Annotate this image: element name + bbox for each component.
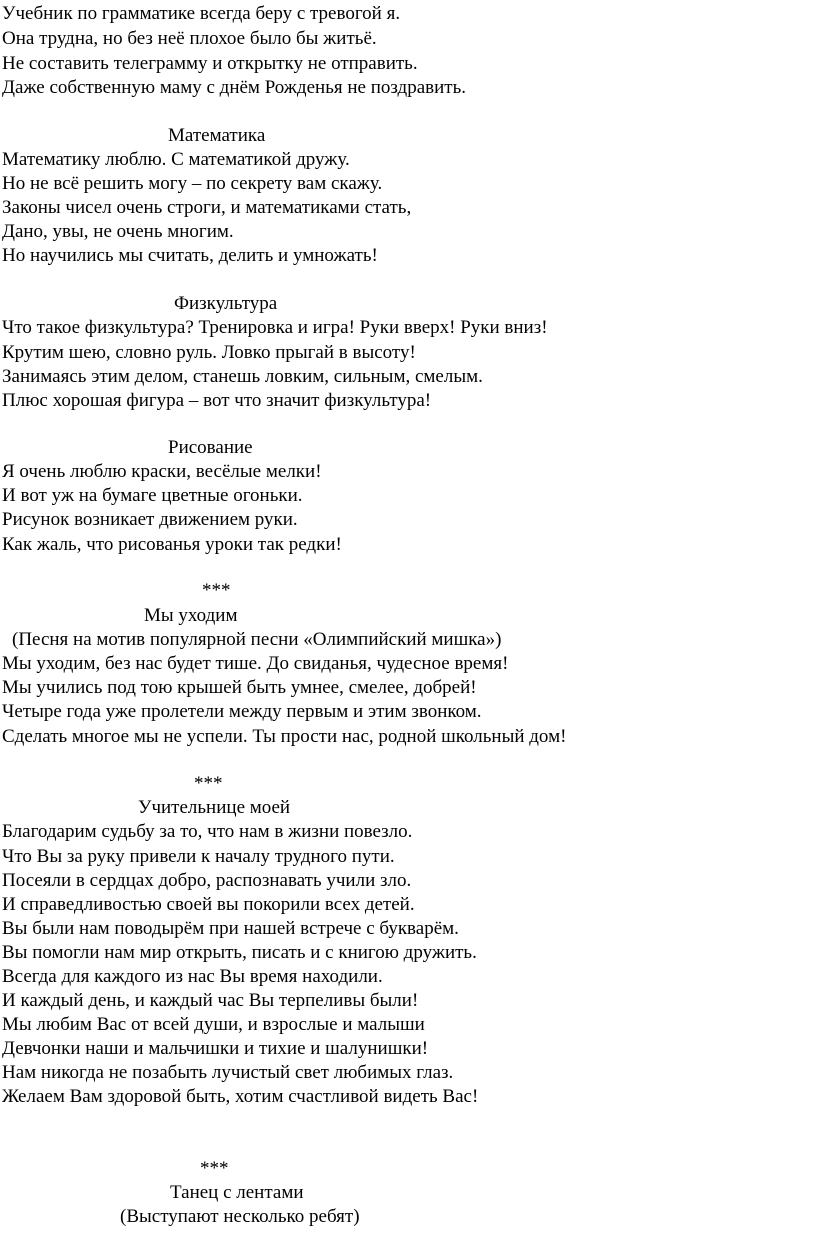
- section-subtitle: (Выступают несколько ребят): [120, 1206, 360, 1227]
- text-line: Четыре года уже пролетели между первым и этим звонком.: [2, 701, 482, 722]
- section-subtitle: (Песня на мотив популярной песни «Олимпийский мишка»): [12, 629, 502, 650]
- section-separator: ***: [202, 580, 231, 601]
- section-heading: Рисование: [168, 437, 253, 458]
- text-line: Математику люблю. С математикой дружу.: [2, 149, 350, 170]
- text-line: Девчонки наши и мальчишки и тихие и шалунишки!: [2, 1038, 429, 1059]
- section-heading: Математика: [168, 125, 266, 146]
- text-line: Даже собственную маму с днём Рожденья не поздравить.: [2, 77, 466, 98]
- text-line: Рисунок возникает движением руки.: [2, 509, 298, 530]
- text-line: Мы любим Вас от всей души, и взрослые и малыши: [2, 1014, 425, 1035]
- text-line: Законы чисел очень строги, и математиками стать,: [2, 197, 412, 218]
- text-line: Дано, увы, не очень многим.: [2, 221, 234, 242]
- section-separator: ***: [194, 773, 223, 794]
- text-line: Нам никогда не позабыть лучистый свет любимых глаз.: [2, 1062, 454, 1083]
- section-separator: ***: [200, 1158, 229, 1179]
- text-line: Но научились мы считать, делить и умножать!: [2, 245, 378, 266]
- text-line: Сделать многое мы не успели. Ты прости нас, родной школьный дом!: [2, 726, 567, 747]
- text-line: Вы были нам поводырём при нашей встрече с букварём.: [2, 918, 459, 939]
- section-heading: Физкультура: [174, 293, 278, 314]
- text-line: Занимаясь этим делом, станешь ловким, сильным, смелым.: [2, 366, 483, 387]
- text-line: Как жаль, что рисованья уроки так редки!: [2, 534, 342, 555]
- text-line: И справедливостью своей вы покорили всех детей.: [2, 894, 415, 915]
- text-line: Но не всё решить могу – по секрету вам скажу.: [2, 173, 383, 194]
- text-line: Мы учились под тою крышей быть умнее, смелее, добрей!: [2, 677, 477, 698]
- text-line: Учебник по грамматике всегда беру с тревогой я.: [2, 3, 401, 24]
- text-line: Мы уходим, без нас будет тише. До свиданья, чудесное время!: [2, 653, 509, 674]
- text-line: Желаем Вам здоровой быть, хотим счастливой видеть Вас!: [2, 1086, 479, 1107]
- text-line: Она трудна, но без неё плохое было бы житьё.: [2, 28, 377, 49]
- section-heading: Танец с лентами: [170, 1182, 304, 1203]
- text-line: Я очень люблю краски, весёлые мелки!: [2, 461, 322, 482]
- section-heading: Учительнице моей: [138, 797, 291, 818]
- text-line: Крутим шею, словно руль. Ловко прыгай в высоту!: [2, 342, 416, 363]
- text-line: Всегда для каждого из нас Вы время находили.: [2, 966, 383, 987]
- text-line: И каждый день, и каждый час Вы терпеливы были!: [2, 990, 419, 1011]
- text-line: Не составить телеграмму и открытку не отправить.: [2, 53, 418, 74]
- text-line: И вот уж на бумаге цветные огоньки.: [2, 485, 303, 506]
- text-line: Посеяли в сердцах добро, распознавать учили зло.: [2, 870, 412, 891]
- text-line: Благодарим судьбу за то, что нам в жизни повезло.: [2, 821, 413, 842]
- text-line: Плюс хорошая фигура – вот что значит физкультура!: [2, 390, 432, 411]
- text-line: Вы помогли нам мир открыть, писать и с книгою дружить.: [2, 942, 477, 963]
- text-line: Что такое физкультура? Тренировка и игра! Руки вверх! Руки вниз!: [2, 317, 548, 338]
- text-line: Что Вы за руку привели к началу трудного пути.: [2, 846, 395, 867]
- section-heading: Мы уходим: [144, 605, 238, 626]
